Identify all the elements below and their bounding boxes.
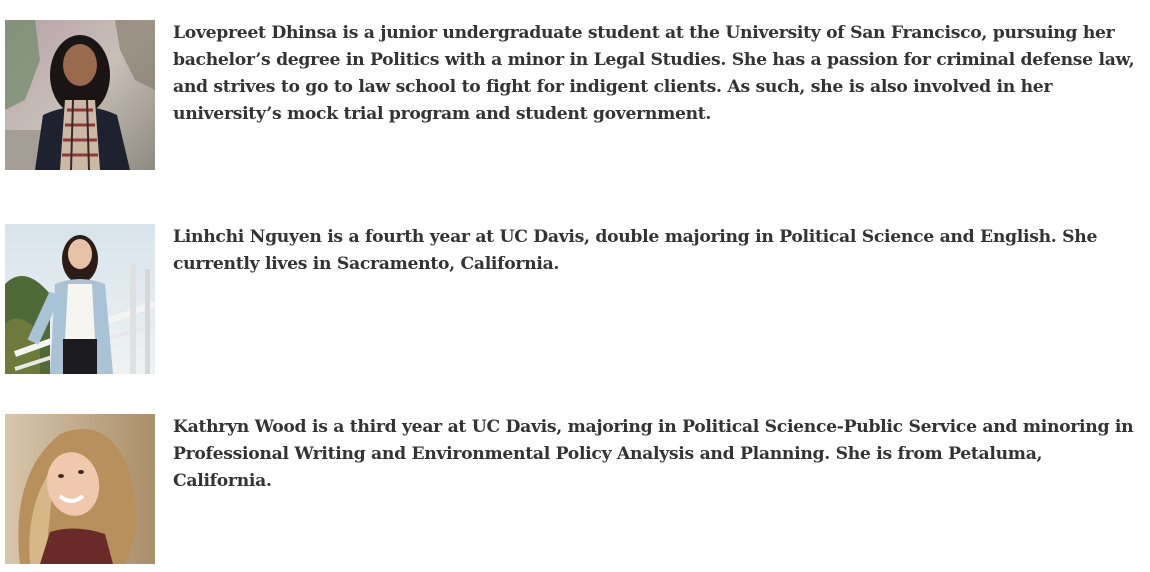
- bio-text: Kathryn Wood is a third year at UC Davis, majoring in Political Science-Public Service and minoring in Professional Writing and Environmental Policy Analysis and Planning. She is from Petaluma, California.: [173, 417, 1134, 491]
- portrait-image: [5, 20, 155, 170]
- bio-text: Lovepreet Dhinsa is a junior undergraduate student at the University of San Francisco, pursuing her bachelor’s degree in Politics with a minor in Legal Studies. She has a passion for criminal defense law, and strives to go to law school to fight for indigent clients. As such, she is also involved in her university’s mock trial program and student government.: [173, 23, 1135, 124]
- portrait-image: [5, 414, 155, 564]
- portrait-image: [5, 224, 155, 374]
- profile-photo-linhchi-nguyen: [5, 224, 155, 374]
- bio-text: Linhchi Nguyen is a fourth year at UC Davis, double majoring in Political Science and English. She currently lives in Sacramento, California.: [173, 227, 1098, 274]
- profile-photo-lovepreet-dhinsa: [5, 20, 155, 170]
- profile-photo-kathryn-wood: [5, 414, 155, 564]
